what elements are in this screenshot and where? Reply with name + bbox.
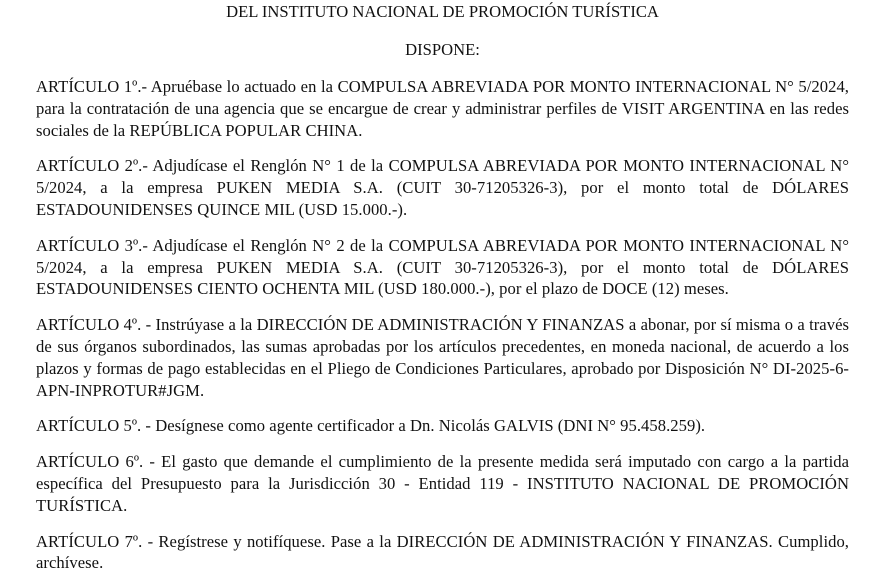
article-6: ARTÍCULO 6º. - El gasto que demande el cumplimiento de la presente medida será imputado con cargo a la partida específica del Presupuesto para la Jurisdicción 30 - Entidad 119 - INSTITUTO NACIONAL DE PROMOCIÓN TURÍSTICA. <box>36 452 849 515</box>
article-2: ARTÍCULO 2º.- Adjudícase el Renglón N° 1 de la COMPULSA ABREVIADA POR MONTO INTERNACIONAL N° 5/2024, a la empresa PUKEN MEDIA S.A. (CUIT 30-71205326-3), por el monto total de DÓLARES ESTADOUNIDENSES QUINCE MIL (USD 15.000.-). <box>36 156 849 219</box>
article-5: ARTÍCULO 5º. - Desígnese como agente certificador a Dn. Nicolás GALVIS (DNI N° 95.458.259). <box>36 416 706 436</box>
document-body <box>36 0 849 574</box>
article-4: ARTÍCULO 4º. - Instrúyase a la DIRECCIÓN DE ADMINISTRACIÓN Y FINANZAS a abonar, por sí misma o a través de sus órganos subordinados, las sumas aprobadas por los artículos precedentes, en moneda nacional, de acuerdo a los plazos y formas de pago establecidas en el Pliego de Condiciones Particulares, aprobado por Disposición N° DI-2025-6-APN-INPROTUR#JGM. <box>36 315 849 400</box>
article-7: ARTÍCULO 7º. - Regístrese y notifíquese. Pase a la DIRECCIÓN DE ADMINISTRACIÓN Y FINANZAS. Cumplido, archívese. <box>36 531 849 573</box>
article-1: ARTÍCULO 1º.- Apruébase lo actuado en la COMPULSA ABREVIADA POR MONTO INTERNACIONAL N° 5/2024, para la contratación de una agencia que se encargue de crear y administrar perfiles de VISIT ARGENTINA en las redes sociales de la REPÚBLICA POPULAR CHINA. <box>36 77 849 140</box>
dispone-heading: DISPONE: <box>405 39 480 59</box>
institution-heading: DEL INSTITUTO NACIONAL DE PROMOCIÓN TURÍSTICA <box>226 2 659 21</box>
article-3: ARTÍCULO 3º.- Adjudícase el Renglón N° 2 de la COMPULSA ABREVIADA POR MONTO INTERNACIONAL N° 5/2024, a la empresa PUKEN MEDIA S.A. (CUIT 30-71205326-3), por el monto total de DÓLARES ESTADOUNIDENSES CIENTO OCHENTA MIL (USD 180.000.-), por el plazo de DOCE (12) meses. <box>36 235 849 299</box>
